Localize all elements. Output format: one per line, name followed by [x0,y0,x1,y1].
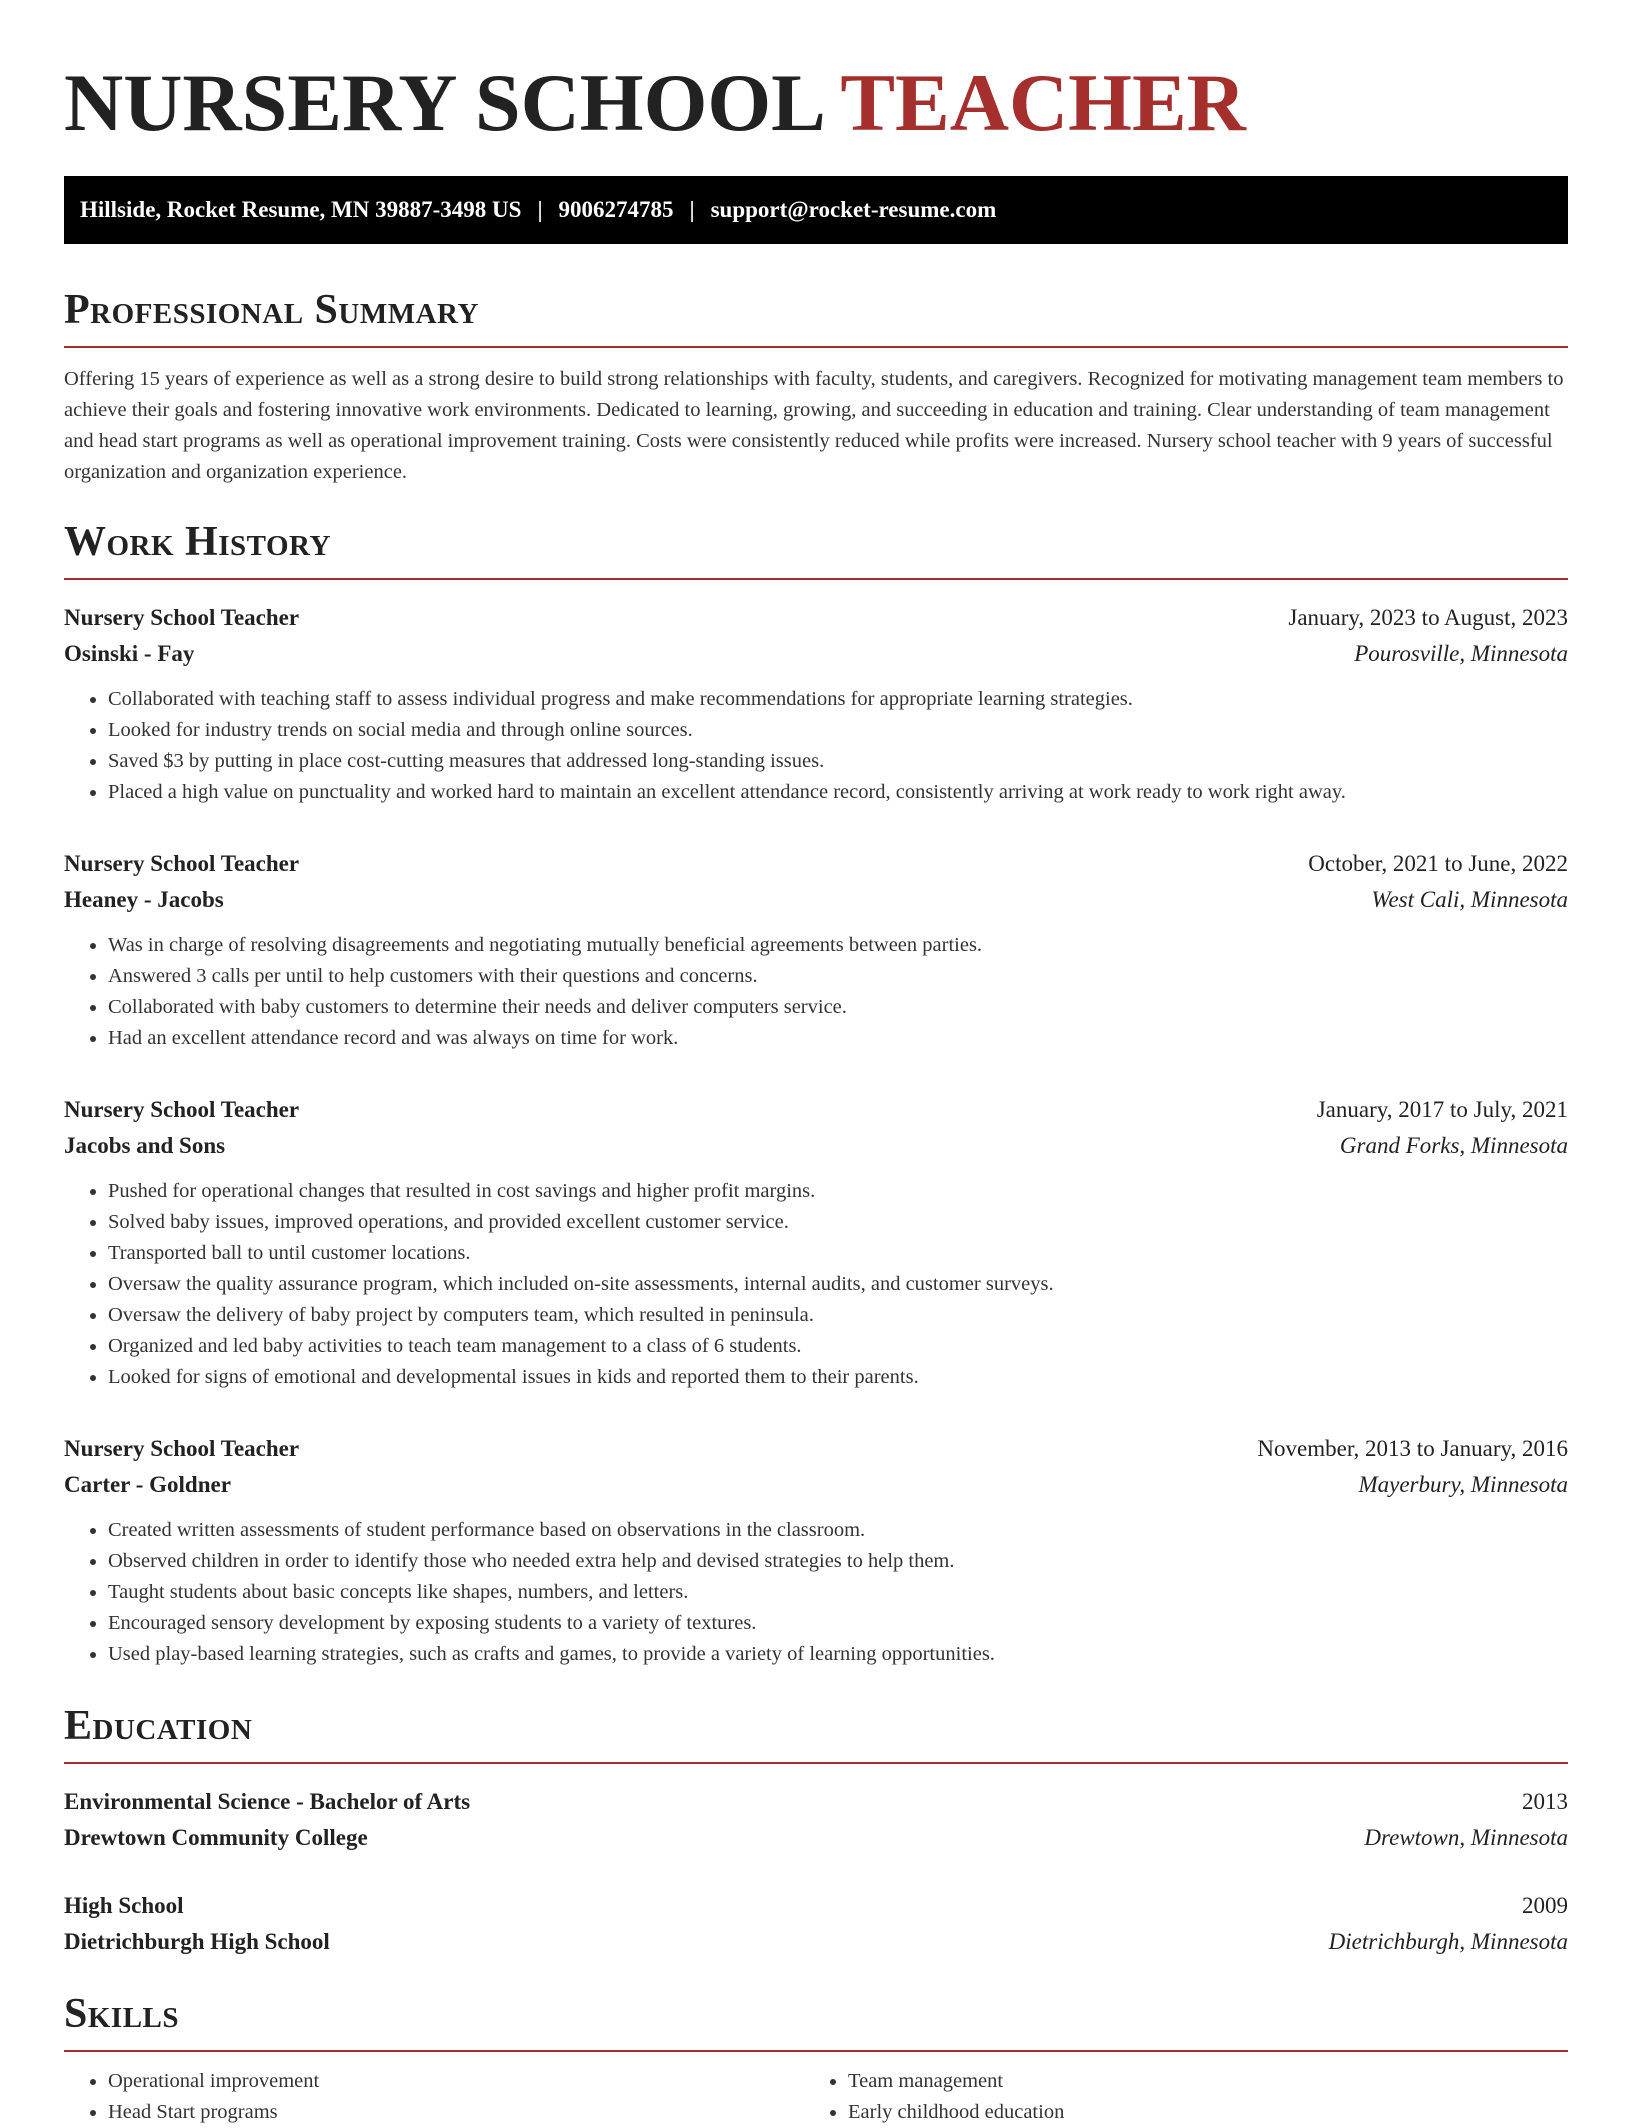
education-entry [64,1888,1568,1960]
contact-address: Hillside, Rocket Resume, MN 39887-3498 US [80,197,522,222]
job-bullets [64,684,1568,808]
contact-separator: | [689,197,695,222]
skill-item: • Head Start programs [108,2097,804,2128]
title-part-1: NURSERY SCHOOL [64,57,822,148]
job-location: West Cali, Minnesota [1371,887,1568,912]
skill-item: • Operational improvement [108,2066,804,2097]
contact-bar [64,176,1568,244]
skills-column-left [64,2066,804,2128]
job-bullet: • Saved $3 by putting in place cost-cutting measures that addressed long-standing issues. [108,746,1568,777]
job-company: Jacobs and Sons [64,1133,226,1158]
job-bullet: • Had an excellent attendance record and was always on time for work. [108,1023,1568,1054]
job-bullet: • Placed a high value on punctuality and worked hard to maintain an excellent attendance record, consistently arriving at work ready to work right away. [108,777,1568,808]
job-bullet: • Used play-based learning strategies, such as crafts and games, to provide a variety of learning opportunities. [108,1639,1568,1670]
job-title: Nursery School Teacher [64,1097,300,1122]
job-bullets [64,930,1568,1054]
job-entry [64,1431,1568,1670]
job-bullet: • Looked for industry trends on social media and through online sources. [108,715,1568,746]
education-school: Drewtown Community College [64,1825,368,1850]
job-dates: January, 2017 to July, 2021 [1316,1097,1568,1122]
contact-phone: 9006274785 [558,197,674,222]
job-bullet: • Solved baby issues, improved operations, and provided excellent customer service. [108,1207,1568,1238]
contact-email: support@rocket-resume.com [710,197,997,222]
job-company: Heaney - Jacobs [64,887,224,912]
job-entry [64,600,1568,808]
job-dates: January, 2023 to August, 2023 [1288,605,1568,630]
job-bullet: • Oversaw the delivery of baby project by computers team, which resulted in peninsula. [108,1300,1568,1331]
education-year: 2009 [1522,1893,1568,1918]
contact-separator: | [537,197,543,222]
skills-grid [64,2066,1568,2128]
job-bullet: • Transported ball to until customer locations. [108,1238,1568,1269]
job-bullet: • Oversaw the quality assurance program, which included on-site assessments, internal audits, and customer surveys. [108,1269,1568,1300]
job-bullets [64,1176,1568,1393]
job-bullet: • Collaborated with teaching staff to assess individual progress and make recommendations for appropriate learning strategies. [108,684,1568,715]
job-bullet: • Observed children in order to identify those who needed extra help and devised strategies to help them. [108,1546,1568,1577]
job-entry [64,846,1568,1054]
education-entry [64,1784,1568,1856]
education-location: Drewtown, Minnesota [1364,1825,1568,1850]
job-location: Grand Forks, Minnesota [1339,1133,1568,1158]
resume-title [64,0,1568,158]
education-degree: Environmental Science - Bachelor of Arts [64,1789,471,1814]
job-bullet: • Collaborated with baby customers to determine their needs and deliver computers service. [108,992,1568,1023]
skills-column-right [804,2066,1544,2128]
education-location: Dietrichburgh, Minnesota [1328,1929,1568,1954]
job-bullet: • Was in charge of resolving disagreements and negotiating mutually beneficial agreements between parties. [108,930,1568,961]
job-bullet: • Created written assessments of student performance based on observations in the classroom. [108,1515,1568,1546]
skills-list [64,2066,804,2128]
skill-item: • Early childhood education [848,2097,1544,2128]
summary-text: Offering 15 years of experience as well as a strong desire to build strong relationships with faculty, students, and caregivers. Recognized for motivating management team members to achieve their goals and fostering innovative work environments. Dedicated to learning, growing, and succeeding in education and training. Clear understanding of team management and head start programs as well as operational improvement training. Costs were consistently reduced while profits were increased. Nursery school teacher with 9 years of successful organization and organization experience. [64,368,1564,483]
job-bullet: • Encouraged sensory development by exposing students to a variety of textures. [108,1608,1568,1639]
job-location: Mayerbury, Minnesota [1358,1472,1568,1497]
job-bullets [64,1515,1568,1670]
job-bullet: • Looked for signs of emotional and developmental issues in kids and reported them to their parents. [108,1362,1568,1393]
job-company: Carter - Goldner [64,1472,231,1497]
skills-heading: Skills [64,1988,1568,2052]
title-part-2: TEACHER [840,57,1246,148]
job-bullet: • Pushed for operational changes that resulted in cost savings and higher profit margins. [108,1176,1568,1207]
job-entry [64,1092,1568,1393]
education-year: 2013 [1522,1789,1568,1814]
job-title: Nursery School Teacher [64,1436,300,1461]
work-history-heading: Work History [64,516,1568,580]
job-dates: October, 2021 to June, 2022 [1308,851,1568,876]
skills-list [804,2066,1544,2128]
skill-item: • Team management [848,2066,1544,2097]
education-school: Dietrichburgh High School [64,1929,330,1954]
job-dates: November, 2013 to January, 2016 [1257,1436,1568,1461]
job-bullet: • Answered 3 calls per until to help customers with their questions and concerns. [108,961,1568,992]
summary-heading: Professional Summary [64,284,1568,348]
job-location: Pourosville, Minnesota [1354,641,1568,666]
education-heading: Education [64,1700,1568,1764]
job-company: Osinski - Fay [64,641,195,666]
job-title: Nursery School Teacher [64,605,300,630]
job-bullet: • Organized and led baby activities to teach team management to a class of 6 students. [108,1331,1568,1362]
job-bullet: • Taught students about basic concepts like shapes, numbers, and letters. [108,1577,1568,1608]
education-degree: High School [64,1893,184,1918]
job-title: Nursery School Teacher [64,851,300,876]
